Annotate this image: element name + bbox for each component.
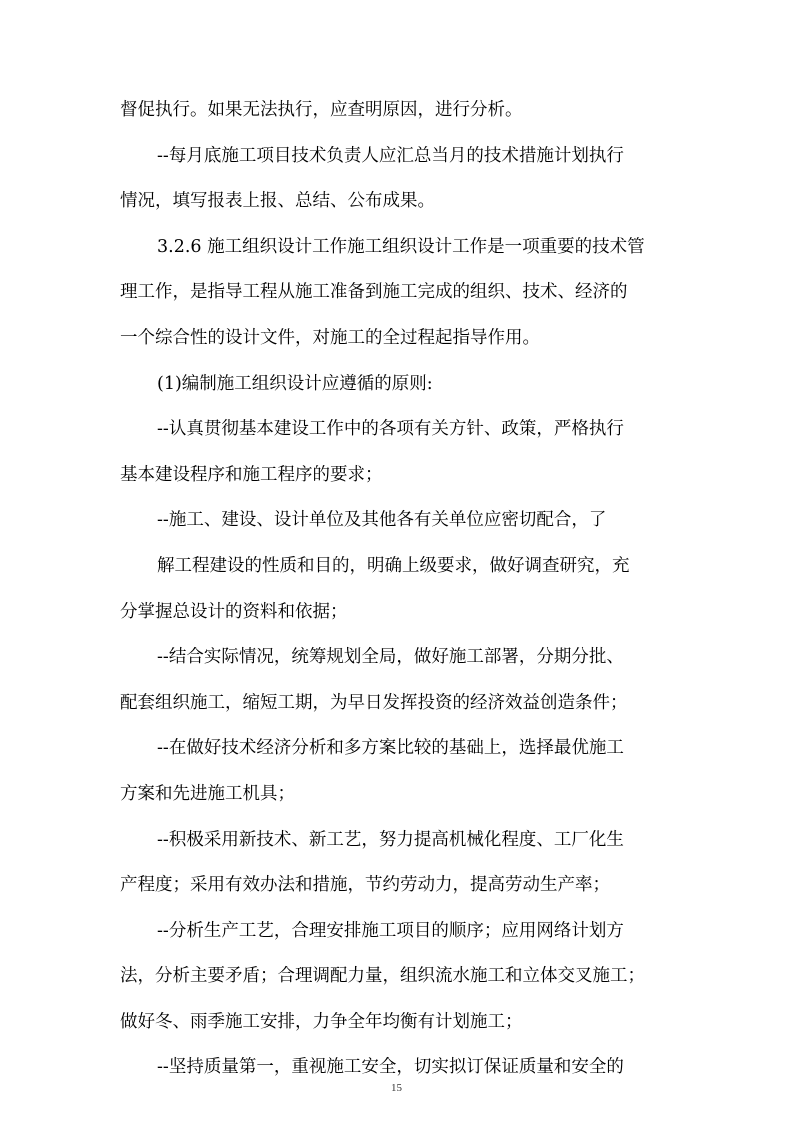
text-line: --施工、建设、设计单位及其他各有关单位应密切配合，了 [157, 510, 607, 531]
text-line: --积极采用新技术、新工艺，努力提高机械化程度、工厂化生 [157, 829, 624, 850]
text-line: 一个综合性的设计文件，对施工的全过程起指导作用。 [120, 327, 540, 348]
text-line: --在做好技术经济分析和多方案比较的基础上，选择最优施工 [157, 738, 624, 759]
text-line: 分掌握总设计的资料和依据； [120, 601, 348, 622]
text-line: 督促执行。如果无法执行，应查明原因，进行分析。 [120, 100, 523, 120]
subheading-line: (1)编制施工组织设计应遵循的原则: [157, 373, 433, 394]
text-line: 情况，填写报表上报、总结、公布成果。 [120, 191, 435, 212]
text-line: --结合实际情况，统筹规划全局，做好施工部署，分期分批、 [157, 647, 624, 668]
body-text [120, 88, 672, 1091]
text-line: 方案和先进施工机具； [120, 783, 295, 804]
text-line: --认真贯彻基本建设工作中的各项有关方针、政策，严格执行 [157, 419, 624, 440]
text-line: 理工作，是指导工程从施工准备到施工完成的组织、技术、经济的 [120, 282, 628, 303]
text-line: 解工程建设的性质和目的，明确上级要求，做好调查研究，充 [157, 555, 630, 576]
text-line: --坚持质量第一，重视施工安全，切实拟订保证质量和安全的 [157, 1057, 624, 1078]
text-line: --每月底施工项目技术负责人应汇总当月的技术措施计划执行 [157, 145, 624, 166]
text-line: --分析生产工艺，合理安排施工项目的顺序；应用网络计划方 [157, 920, 624, 941]
text-line: 配套组织施工，缩短工期，为早日发挥投资的经济效益创造条件； [120, 692, 628, 713]
text-line: 法，分析主要矛盾；合理调配力量，组织流水施工和立体交叉施工； [120, 966, 645, 987]
section-heading-line: 3.2.6 施工组织设计工作施工组织设计工作是一项重要的技术管 [157, 236, 645, 257]
text-line: 基本建设程序和施工程序的要求； [120, 464, 383, 485]
page-number: 15 [391, 1082, 402, 1094]
text-line: 做好冬、雨季施工安排，力争全年均衡有计划施工； [120, 1011, 523, 1032]
text-line: 产程度；采用有效办法和措施，节约劳动力，提高劳动生产率； [120, 875, 610, 896]
